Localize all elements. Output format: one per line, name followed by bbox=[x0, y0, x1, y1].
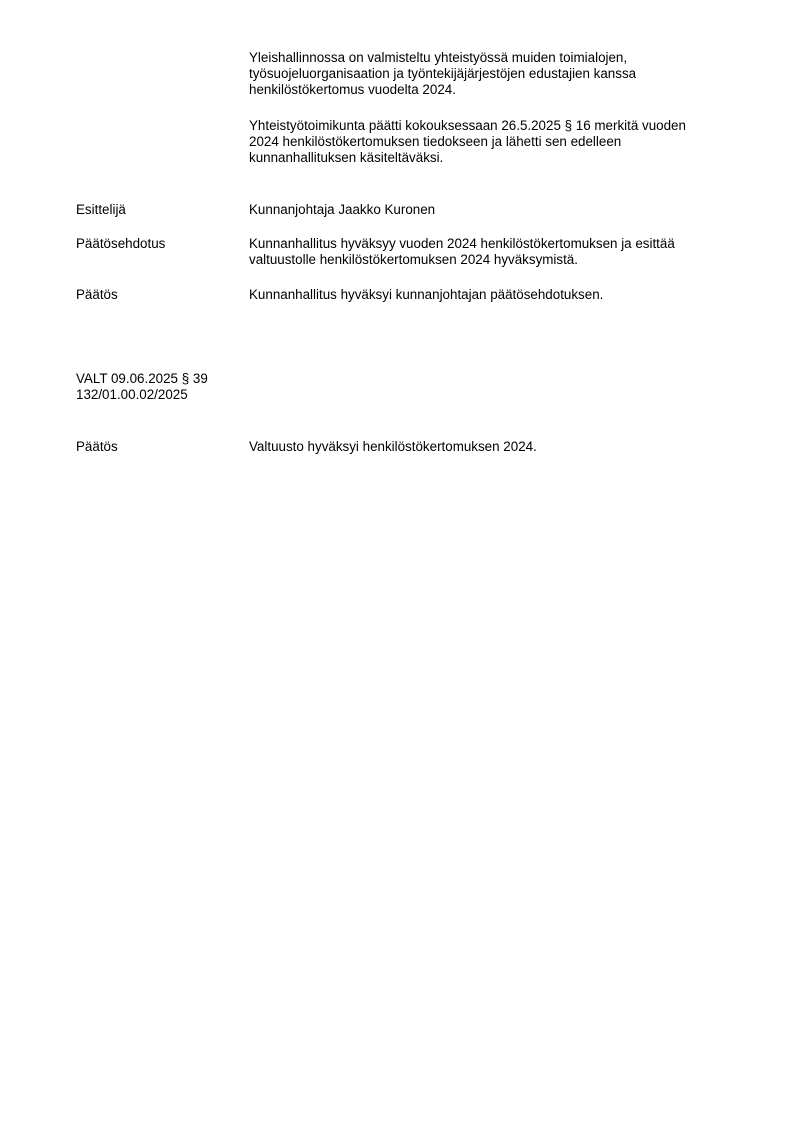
valt-meeting-ref: VALT 09.06.2025 § 39 bbox=[76, 371, 208, 386]
intro-p2-line-2: 2024 henkilöstökertomuksen tiedokseen ja lähetti sen edelleen bbox=[249, 134, 622, 149]
valt-reference bbox=[76, 371, 208, 403]
intro-paragraph-2 bbox=[249, 118, 686, 166]
paatos-valt-label: Päätös bbox=[76, 439, 118, 454]
paatosehdotus-text bbox=[249, 236, 675, 268]
valt-record-number: 132/01.00.02/2025 bbox=[76, 387, 188, 402]
paatosehdotus-line-1: Kunnanhallitus hyväksyy vuoden 2024 henkilöstökertomuksen ja esittää bbox=[249, 236, 675, 251]
esittelija-label: Esittelijä bbox=[76, 202, 126, 217]
paatosehdotus-line-2: valtuustolle henkilöstökertomuksen 2024 hyväksymistä. bbox=[249, 252, 578, 267]
paatosehdotus-label: Päätösehdotus bbox=[76, 236, 166, 251]
intro-p1-line-2: työsuojeluorganisaation ja työntekijäjärjestöjen edustajien kanssa bbox=[249, 66, 637, 81]
paatos-kh-label: Päätös bbox=[76, 287, 118, 302]
intro-p1-line-3: henkilöstökertomus vuodelta 2024. bbox=[249, 82, 456, 97]
intro-p2-line-3: kunnanhallituksen käsiteltäväksi. bbox=[249, 150, 444, 165]
paatos-valt-value: Valtuusto hyväksyi henkilöstökertomuksen 2024. bbox=[249, 439, 537, 454]
intro-p1-line-1: Yleishallinnossa on valmisteltu yhteistyössä muiden toimialojen, bbox=[249, 50, 628, 65]
intro-p2-line-1: Yhteistyötoimikunta päätti kokouksessaan 26.5.2025 § 16 merkitä vuoden bbox=[249, 118, 686, 133]
intro-paragraph-1 bbox=[249, 50, 636, 98]
esittelija-value: Kunnanjohtaja Jaakko Kuronen bbox=[249, 202, 436, 217]
paatos-kh-value: Kunnanhallitus hyväksyi kunnanjohtajan päätösehdotuksen. bbox=[249, 287, 604, 302]
